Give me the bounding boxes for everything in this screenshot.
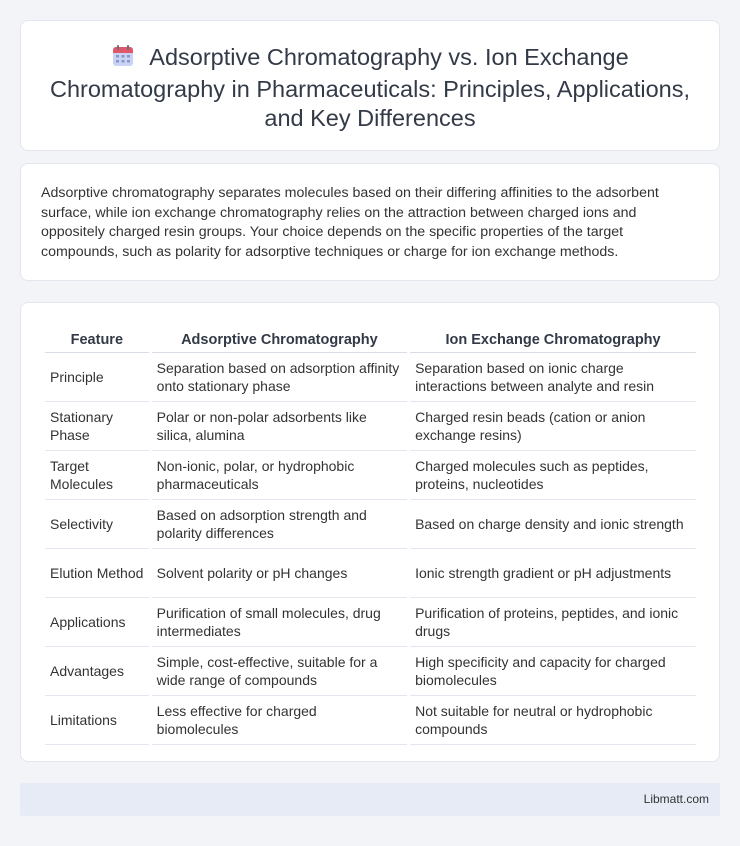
ion-exchange-cell: Not suitable for neutral or hydrophobic compounds <box>410 696 696 745</box>
feature-cell: Limitations <box>45 696 149 745</box>
page-title: Adsorptive Chromatography vs. Ion Exchange Chromatography in Pharmaceuticals: Principles, Applications, and Key Differences <box>49 44 691 131</box>
ion-exchange-cell: Charged molecules such as peptides, proteins, nucleotides <box>410 451 696 500</box>
ion-exchange-cell: Based on charge density and ionic strength <box>410 500 696 549</box>
comparison-card <box>20 302 720 762</box>
table-row <box>45 402 696 451</box>
table-row <box>45 353 696 402</box>
page-title-container <box>21 21 719 133</box>
intro-card <box>20 163 720 281</box>
feature-cell: Target Molecules <box>45 451 149 500</box>
ion-exchange-cell: Ionic strength gradient or pH adjustments <box>410 549 696 598</box>
adsorptive-cell: Polar or non-polar adsorbents like silica, alumina <box>152 402 407 451</box>
adsorptive-cell: Non-ionic, polar, or hydrophobic pharmaceuticals <box>152 451 407 500</box>
header-adsorptive: Adsorptive Chromatography <box>152 323 407 353</box>
header-ion-exchange: Ion Exchange Chromatography <box>410 323 696 353</box>
comparison-table <box>42 323 699 745</box>
adsorptive-cell: Separation based on adsorption affinity onto stationary phase <box>152 353 407 402</box>
ion-exchange-cell: Charged resin beads (cation or anion exchange resins) <box>410 402 696 451</box>
ion-exchange-cell: Purification of proteins, peptides, and ionic drugs <box>410 598 696 647</box>
adsorptive-cell: Purification of small molecules, drug intermediates <box>152 598 407 647</box>
header-feature: Feature <box>45 323 149 353</box>
calendar-icon <box>111 44 135 75</box>
footer-brand-link[interactable]: Libmatt.com <box>643 792 709 806</box>
table-row <box>45 549 696 598</box>
ion-exchange-cell: High specificity and capacity for charged biomolecules <box>410 647 696 696</box>
footer-bar <box>20 783 720 816</box>
table-header-row <box>45 323 696 353</box>
adsorptive-cell: Based on adsorption strength and polarity differences <box>152 500 407 549</box>
feature-cell: Principle <box>45 353 149 402</box>
table-row <box>45 500 696 549</box>
feature-cell: Advantages <box>45 647 149 696</box>
table-row <box>45 598 696 647</box>
feature-cell: Stationary Phase <box>45 402 149 451</box>
table-row <box>45 647 696 696</box>
ion-exchange-cell: Separation based on ionic charge interactions between analyte and resin <box>410 353 696 402</box>
adsorptive-cell: Solvent polarity or pH changes <box>152 549 407 598</box>
intro-paragraph: Adsorptive chromatography separates molecules based on their differing affinities to the adsorbent surface, while ion exchange chromatography relies on the attraction between charged ions and oppositely charged resin groups. Your choice depends on the specific properties of the target compounds, such as polarity for adsorptive techniques or charge for ion exchange methods. <box>41 185 659 260</box>
table-row <box>45 696 696 745</box>
feature-cell: Elution Method <box>45 549 149 598</box>
title-card <box>20 20 720 151</box>
table-row <box>45 451 696 500</box>
feature-cell: Selectivity <box>45 500 149 549</box>
adsorptive-cell: Simple, cost-effective, suitable for a wide range of compounds <box>152 647 407 696</box>
feature-cell: Applications <box>45 598 149 647</box>
adsorptive-cell: Less effective for charged biomolecules <box>152 696 407 745</box>
